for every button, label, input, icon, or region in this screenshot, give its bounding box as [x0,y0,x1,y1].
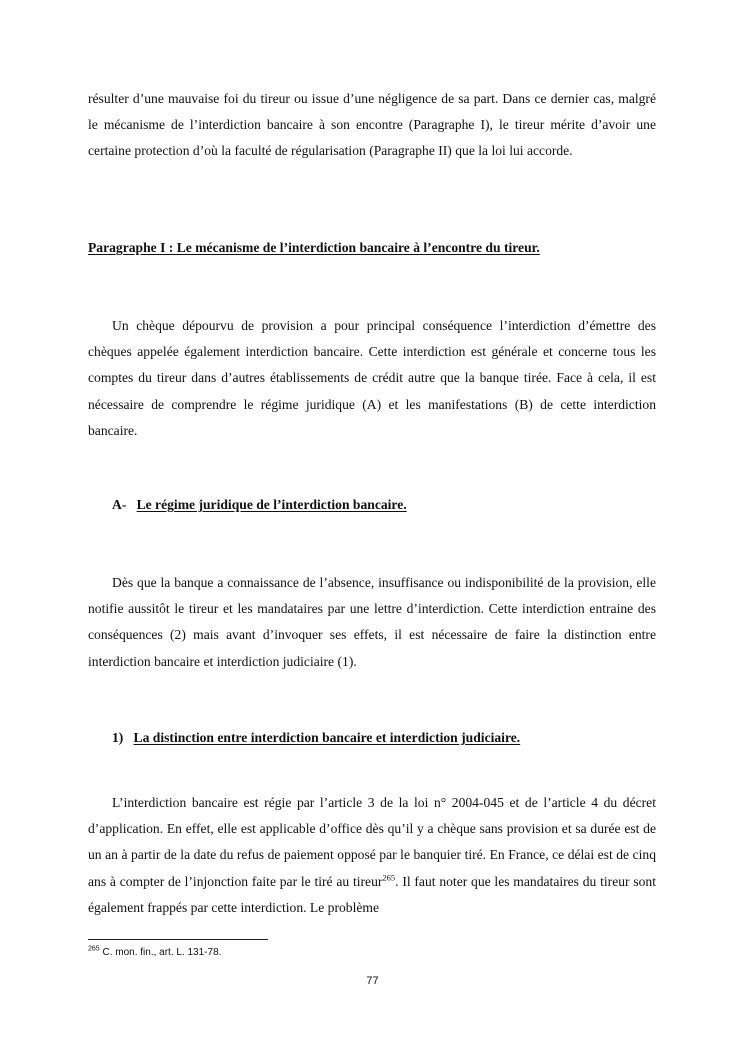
subsection-heading-1 [112,730,520,746]
footnote [88,947,221,958]
heading-1-marker: 1) [112,730,124,745]
heading-a-title: Le régime juridique de l’interdiction bancaire. [136,497,407,512]
paragraph-article-part1: L’interdiction bancaire est régie par l’article 3 de la loi n° 2004-045 et de l’article 4 du décret d’application. En effet, elle est applicable d’office dès qu’il y a chèque sans provision et sa durée est de un an à partir de la date du refus de paiement opposé par le banquier tiré. En France, ce délai est de cinq ans à compter de l’injonction faite par le tiré au tireur [88,795,656,889]
paragraph-banque: Dès que la banque a connaissance de l’absence, insuffisance ou indisponibilité de la provision, elle notifie aussitôt le tireur et les mandataires par une lettre d’interdiction. Cette interdiction entraine des conséquences (2) mais avant d’invoquer ses effets, il est nécessaire de faire la distinction entre interdiction bancaire et interdiction judiciaire (1). [88,575,656,669]
footnote-separator [88,939,268,940]
footnote-text: C. mon. fin., art. L. 131-78. [99,947,222,958]
footnote-number: 265 [88,945,100,953]
page-number: 77 [366,975,379,987]
paragraph-article-part2: . Il faut noter que les mandataires du tireur sont également frappés par cette interdiction. Le problème [88,873,656,915]
heading-a-marker: A- [112,497,127,512]
section-heading-paragraphe-i: Paragraphe I : Le mécanisme de l’interdiction bancaire à l’encontre du tireur. [88,240,540,255]
footnote-reference[interactable]: 265 [382,872,396,883]
heading-1-title: La distinction entre interdiction bancaire et interdiction judiciaire. [133,730,521,745]
paragraph-cheque: Un chèque dépourvu de provision a pour principal conséquence l’interdiction d’émettre des chèques appelée également interdiction bancaire. Cette interdiction est générale et concerne tous les comptes du tireur dans d’autres établissements de crédit autre que la banque tirée. Face à cela, il est nécessaire de comprendre le régime juridique (A) et les manifestations (B) de cette interdiction bancaire. [88,318,656,438]
paragraph-article [88,790,656,921]
paragraph-intro: résulter d’une mauvaise foi du tireur ou issue d’une négligence de sa part. Dans ce dernier cas, malgré le mécanisme de l’interdiction bancaire à son encontre (Paragraphe I), le tireur mérite d’avoir une certaine protection d’où la faculté de régularisation (Paragraphe II) que la loi lui accorde. [88,91,656,159]
subsection-heading-a [112,497,407,513]
